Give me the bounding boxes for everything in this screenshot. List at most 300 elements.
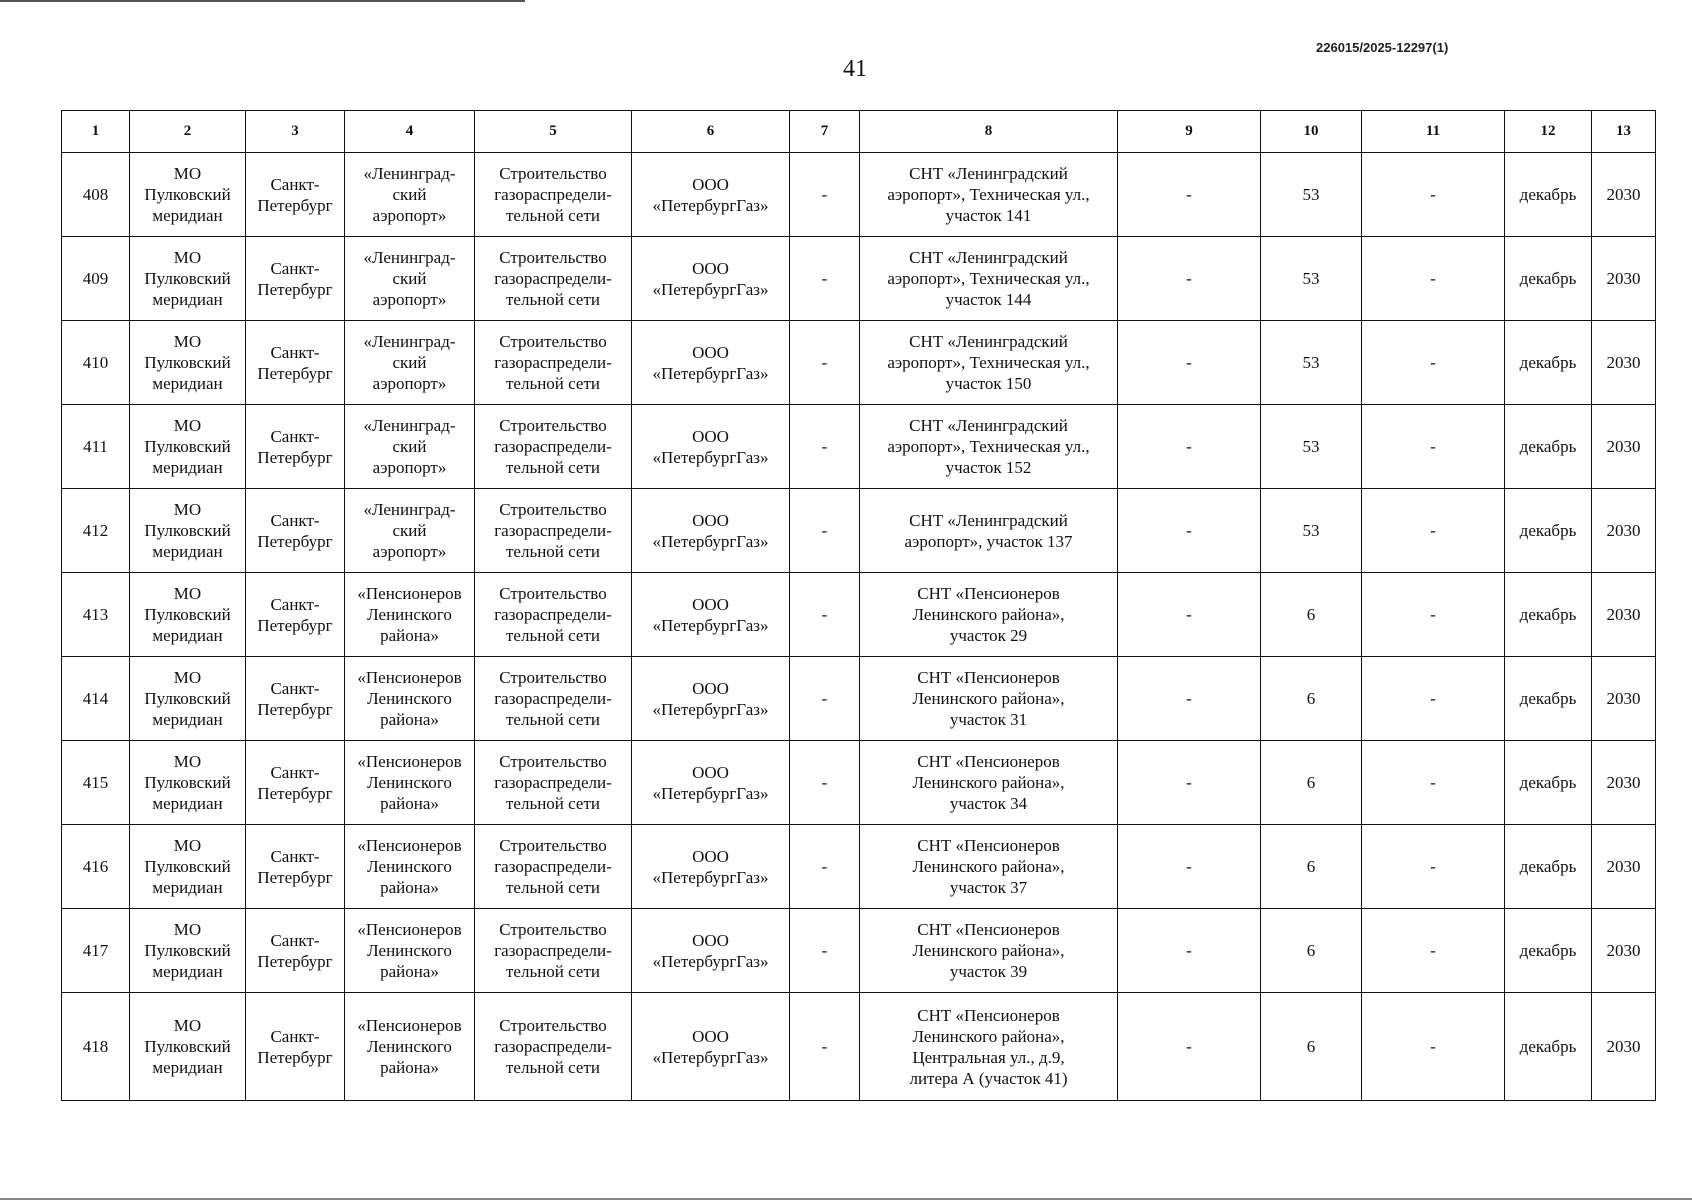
cell-municipality — [130, 741, 246, 825]
cell-year — [1592, 909, 1656, 993]
cell-municipality — [130, 489, 246, 573]
city-text: Санкт- Петербург — [257, 174, 333, 215]
address-text: СНТ «Ленинградский аэропорт», Техническая ул., участок 141 — [887, 164, 1090, 225]
cell-month — [1505, 405, 1592, 489]
column-header: 11 — [1362, 111, 1505, 153]
col11-value-text: - — [1430, 437, 1436, 456]
cell-address — [860, 237, 1118, 321]
col11-value-text: - — [1430, 605, 1436, 624]
year-text: 2030 — [1606, 941, 1641, 960]
cell-row-number — [62, 489, 130, 573]
col7-value-text: - — [821, 1037, 828, 1056]
contractor-text: ООО «ПетербургГаз» — [652, 846, 769, 887]
col10-value-text: 53 — [1302, 521, 1320, 540]
col9-value-text: - — [1186, 857, 1192, 876]
cell-address — [860, 993, 1118, 1101]
cell-col7-value — [790, 405, 860, 489]
work-type-text: Строительство газораспредели- тельной сети — [494, 416, 612, 477]
cell-settlement — [345, 825, 475, 909]
col9-value-text: - — [1186, 185, 1192, 204]
work-type-text: Строительство газораспредели- тельной сети — [494, 752, 612, 813]
cell-month — [1505, 153, 1592, 237]
column-header: 4 — [345, 111, 475, 153]
cell-col10-value — [1261, 153, 1362, 237]
col7-value-text: - — [821, 857, 828, 876]
row-number-text: 410 — [82, 353, 109, 372]
work-type-text: Строительство газораспредели- тельной сети — [494, 920, 612, 981]
cell-col7-value — [790, 657, 860, 741]
city-text: Санкт- Петербург — [257, 930, 333, 971]
col10-value-text: 6 — [1306, 941, 1316, 960]
work-type-text: Строительство газораспредели- тельной сети — [494, 584, 612, 645]
top-scan-rule — [0, 0, 525, 2]
col10-value-text: 6 — [1306, 689, 1316, 708]
cell-col10-value — [1261, 993, 1362, 1101]
cell-col10-value — [1261, 489, 1362, 573]
cell-address — [860, 741, 1118, 825]
cell-col11-value — [1362, 321, 1505, 405]
col9-value-text: - — [1186, 689, 1192, 708]
cell-col11-value — [1362, 657, 1505, 741]
column-header: 6 — [632, 111, 790, 153]
cell-col9-value — [1118, 573, 1261, 657]
cell-city — [246, 741, 345, 825]
month-text: декабрь — [1519, 857, 1577, 876]
col7-value-text: - — [821, 437, 828, 456]
cell-year — [1592, 657, 1656, 741]
cell-work-type — [475, 825, 632, 909]
cell-address — [860, 909, 1118, 993]
col10-value-text: 53 — [1302, 185, 1320, 204]
cell-settlement — [345, 489, 475, 573]
address-text: СНТ «Пенсионеров Ленинского района», Центральная ул., д.9, литера А (участок 41) — [909, 1005, 1068, 1088]
cell-city — [246, 153, 345, 237]
cell-contractor — [632, 825, 790, 909]
cell-work-type — [475, 993, 632, 1101]
cell-settlement — [345, 237, 475, 321]
contractor-text: ООО «ПетербургГаз» — [652, 594, 769, 635]
row-number-text: 417 — [82, 941, 109, 960]
cell-contractor — [632, 993, 790, 1101]
cell-city — [246, 825, 345, 909]
cell-work-type — [475, 237, 632, 321]
year-text: 2030 — [1606, 185, 1641, 204]
year-text: 2030 — [1606, 437, 1641, 456]
col10-value-text: 6 — [1306, 1037, 1316, 1056]
cell-col11-value — [1362, 825, 1505, 909]
col9-value-text: - — [1186, 941, 1192, 960]
municipality-text: МО Пулковский меридиан — [144, 416, 231, 477]
cell-work-type — [475, 489, 632, 573]
settlement-text: «Ленинград- ский аэропорт» — [363, 416, 456, 477]
cell-work-type — [475, 321, 632, 405]
contractor-text: ООО «ПетербургГаз» — [652, 1026, 769, 1067]
cell-row-number — [62, 741, 130, 825]
address-text: СНТ «Пенсионеров Ленинского района», участок 39 — [912, 920, 1065, 981]
cell-address — [860, 657, 1118, 741]
cell-municipality — [130, 993, 246, 1101]
cell-settlement — [345, 657, 475, 741]
city-text: Санкт- Петербург — [257, 594, 333, 635]
year-text: 2030 — [1606, 857, 1641, 876]
cell-col10-value — [1261, 825, 1362, 909]
cell-col7-value — [790, 741, 860, 825]
month-text: декабрь — [1519, 941, 1577, 960]
contractor-text: ООО «ПетербургГаз» — [652, 174, 769, 215]
cell-settlement — [345, 909, 475, 993]
address-text: СНТ «Пенсионеров Ленинского района», участок 37 — [912, 836, 1065, 897]
municipality-text: МО Пулковский меридиан — [144, 500, 231, 561]
col10-value-text: 53 — [1302, 269, 1320, 288]
cell-municipality — [130, 825, 246, 909]
cell-settlement — [345, 993, 475, 1101]
col7-value-text: - — [821, 941, 828, 960]
cell-month — [1505, 825, 1592, 909]
cell-col11-value — [1362, 237, 1505, 321]
row-number-text: 409 — [82, 269, 109, 288]
col11-value-text: - — [1430, 941, 1436, 960]
cell-contractor — [632, 909, 790, 993]
col7-value-text: - — [821, 689, 828, 708]
month-text: декабрь — [1519, 185, 1577, 204]
cell-col9-value — [1118, 237, 1261, 321]
row-number-text: 418 — [82, 1037, 109, 1056]
work-type-text: Строительство газораспредели- тельной сети — [494, 500, 612, 561]
column-header: 3 — [246, 111, 345, 153]
city-text: Санкт- Петербург — [257, 426, 333, 467]
work-type-text: Строительство газораспредели- тельной сети — [494, 248, 612, 309]
settlement-text: «Ленинград- ский аэропорт» — [363, 332, 456, 393]
year-text: 2030 — [1606, 353, 1641, 372]
table-row — [62, 153, 1656, 237]
cell-city — [246, 657, 345, 741]
cell-address — [860, 489, 1118, 573]
cell-month — [1505, 489, 1592, 573]
city-text: Санкт- Петербург — [257, 258, 333, 299]
cell-settlement — [345, 153, 475, 237]
cell-address — [860, 573, 1118, 657]
cell-row-number — [62, 321, 130, 405]
cell-col9-value — [1118, 657, 1261, 741]
cell-col7-value — [790, 321, 860, 405]
settlement-text: «Пенсионеров Ленинского района» — [357, 584, 462, 645]
cell-city — [246, 993, 345, 1101]
cell-row-number — [62, 153, 130, 237]
cell-col10-value — [1261, 741, 1362, 825]
cell-col7-value — [790, 237, 860, 321]
settlement-text: «Ленинград- ский аэропорт» — [363, 164, 456, 225]
cell-year — [1592, 321, 1656, 405]
cell-year — [1592, 993, 1656, 1101]
col9-value-text: - — [1186, 1037, 1192, 1056]
table-row — [62, 993, 1656, 1101]
column-header: 2 — [130, 111, 246, 153]
col9-value-text: - — [1186, 773, 1192, 792]
municipality-text: МО Пулковский меридиан — [144, 584, 231, 645]
year-text: 2030 — [1606, 605, 1641, 624]
cell-col11-value — [1362, 153, 1505, 237]
work-type-text: Строительство газораспредели- тельной сети — [494, 1016, 612, 1077]
cell-row-number — [62, 993, 130, 1101]
cell-col10-value — [1261, 573, 1362, 657]
cell-address — [860, 405, 1118, 489]
cell-col9-value — [1118, 321, 1261, 405]
cell-month — [1505, 993, 1592, 1101]
contractor-text: ООО «ПетербургГаз» — [652, 762, 769, 803]
cell-address — [860, 321, 1118, 405]
settlement-text: «Пенсионеров Ленинского района» — [357, 668, 462, 729]
cell-month — [1505, 909, 1592, 993]
cell-col9-value — [1118, 825, 1261, 909]
cell-row-number — [62, 909, 130, 993]
register-table — [61, 110, 1656, 1101]
city-text: Санкт- Петербург — [257, 510, 333, 551]
table-row — [62, 573, 1656, 657]
month-text: декабрь — [1519, 773, 1577, 792]
column-header: 5 — [475, 111, 632, 153]
municipality-text: МО Пулковский меридиан — [144, 836, 231, 897]
cell-row-number — [62, 573, 130, 657]
work-type-text: Строительство газораспредели- тельной сети — [494, 836, 612, 897]
cell-month — [1505, 321, 1592, 405]
city-text: Санкт- Петербург — [257, 1026, 333, 1067]
settlement-text: «Ленинград- ский аэропорт» — [363, 500, 456, 561]
col10-value-text: 53 — [1302, 353, 1320, 372]
cell-col7-value — [790, 909, 860, 993]
col9-value-text: - — [1186, 437, 1192, 456]
col11-value-text: - — [1430, 857, 1436, 876]
col11-value-text: - — [1430, 1037, 1436, 1056]
document-number: 226015/2025-12297(1) — [1316, 40, 1449, 55]
cell-col11-value — [1362, 405, 1505, 489]
col7-value-text: - — [821, 605, 828, 624]
col9-value-text: - — [1186, 269, 1192, 288]
cell-col10-value — [1261, 657, 1362, 741]
cell-municipality — [130, 573, 246, 657]
contractor-text: ООО «ПетербургГаз» — [652, 510, 769, 551]
cell-city — [246, 573, 345, 657]
cell-municipality — [130, 405, 246, 489]
settlement-text: «Пенсионеров Ленинского района» — [357, 920, 462, 981]
col11-value-text: - — [1430, 353, 1436, 372]
cell-month — [1505, 741, 1592, 825]
cell-work-type — [475, 153, 632, 237]
cell-col7-value — [790, 489, 860, 573]
cell-contractor — [632, 237, 790, 321]
municipality-text: МО Пулковский меридиан — [144, 332, 231, 393]
municipality-text: МО Пулковский меридиан — [144, 920, 231, 981]
cell-month — [1505, 237, 1592, 321]
cell-col11-value — [1362, 909, 1505, 993]
column-header: 8 — [860, 111, 1118, 153]
contractor-text: ООО «ПетербургГаз» — [652, 426, 769, 467]
month-text: декабрь — [1519, 269, 1577, 288]
table-row — [62, 237, 1656, 321]
cell-col10-value — [1261, 405, 1362, 489]
cell-month — [1505, 657, 1592, 741]
table-row — [62, 405, 1656, 489]
cell-month — [1505, 573, 1592, 657]
settlement-text: «Пенсионеров Ленинского района» — [357, 752, 462, 813]
cell-col9-value — [1118, 741, 1261, 825]
contractor-text: ООО «ПетербургГаз» — [652, 678, 769, 719]
cell-work-type — [475, 573, 632, 657]
col9-value-text: - — [1186, 521, 1192, 540]
column-header: 13 — [1592, 111, 1656, 153]
cell-col9-value — [1118, 993, 1261, 1101]
cell-contractor — [632, 741, 790, 825]
cell-col10-value — [1261, 909, 1362, 993]
cell-work-type — [475, 741, 632, 825]
year-text: 2030 — [1606, 269, 1641, 288]
city-text: Санкт- Петербург — [257, 342, 333, 383]
cell-year — [1592, 825, 1656, 909]
year-text: 2030 — [1606, 689, 1641, 708]
work-type-text: Строительство газораспредели- тельной сети — [494, 164, 612, 225]
year-text: 2030 — [1606, 773, 1641, 792]
cell-settlement — [345, 321, 475, 405]
col7-value-text: - — [821, 773, 828, 792]
cell-col10-value — [1261, 321, 1362, 405]
month-text: декабрь — [1519, 353, 1577, 372]
cell-col9-value — [1118, 489, 1261, 573]
cell-year — [1592, 237, 1656, 321]
column-header: 1 — [62, 111, 130, 153]
cell-row-number — [62, 825, 130, 909]
cell-row-number — [62, 657, 130, 741]
column-header: 10 — [1261, 111, 1362, 153]
row-number-text: 412 — [82, 521, 109, 540]
cell-municipality — [130, 657, 246, 741]
address-text: СНТ «Ленинградский аэропорт», Техническая ул., участок 144 — [887, 248, 1090, 309]
month-text: декабрь — [1519, 521, 1577, 540]
address-text: СНТ «Ленинградский аэропорт», Техническая ул., участок 150 — [887, 332, 1090, 393]
cell-col9-value — [1118, 153, 1261, 237]
col11-value-text: - — [1430, 269, 1436, 288]
cell-col7-value — [790, 825, 860, 909]
column-header: 12 — [1505, 111, 1592, 153]
row-number-text: 408 — [82, 185, 109, 204]
cell-city — [246, 237, 345, 321]
cell-city — [246, 909, 345, 993]
cell-work-type — [475, 657, 632, 741]
cell-col11-value — [1362, 489, 1505, 573]
cell-col7-value — [790, 153, 860, 237]
page-number: 41 — [843, 56, 867, 82]
municipality-text: МО Пулковский меридиан — [144, 1016, 231, 1077]
col10-value-text: 53 — [1302, 437, 1320, 456]
cell-col7-value — [790, 993, 860, 1101]
settlement-text: «Пенсионеров Ленинского района» — [357, 836, 462, 897]
year-text: 2030 — [1606, 1037, 1641, 1056]
cell-settlement — [345, 405, 475, 489]
col10-value-text: 6 — [1306, 857, 1316, 876]
month-text: декабрь — [1519, 1037, 1577, 1056]
col7-value-text: - — [821, 521, 828, 540]
col9-value-text: - — [1186, 353, 1192, 372]
cell-year — [1592, 741, 1656, 825]
cell-row-number — [62, 237, 130, 321]
cell-address — [860, 825, 1118, 909]
cell-contractor — [632, 405, 790, 489]
col11-value-text: - — [1430, 521, 1436, 540]
row-number-text: 416 — [82, 857, 109, 876]
cell-address — [860, 153, 1118, 237]
header-row — [62, 111, 1656, 153]
col7-value-text: - — [821, 185, 828, 204]
municipality-text: МО Пулковский меридиан — [144, 164, 231, 225]
col10-value-text: 6 — [1306, 605, 1316, 624]
cell-municipality — [130, 237, 246, 321]
col9-value-text: - — [1186, 605, 1192, 624]
cell-col10-value — [1261, 237, 1362, 321]
contractor-text: ООО «ПетербургГаз» — [652, 342, 769, 383]
cell-year — [1592, 573, 1656, 657]
cell-col9-value — [1118, 909, 1261, 993]
column-header: 7 — [790, 111, 860, 153]
table-row — [62, 909, 1656, 993]
cell-municipality — [130, 321, 246, 405]
cell-col11-value — [1362, 993, 1505, 1101]
col11-value-text: - — [1430, 689, 1436, 708]
municipality-text: МО Пулковский меридиан — [144, 752, 231, 813]
address-text: СНТ «Пенсионеров Ленинского района», участок 34 — [912, 752, 1065, 813]
cell-contractor — [632, 657, 790, 741]
address-text: СНТ «Ленинградский аэропорт», участок 137 — [904, 510, 1073, 551]
table-row — [62, 321, 1656, 405]
year-text: 2030 — [1606, 521, 1641, 540]
cell-year — [1592, 405, 1656, 489]
cell-col11-value — [1362, 741, 1505, 825]
cell-col11-value — [1362, 573, 1505, 657]
address-text: СНТ «Пенсионеров Ленинского района», участок 31 — [912, 668, 1065, 729]
municipality-text: МО Пулковский меридиан — [144, 668, 231, 729]
cell-city — [246, 321, 345, 405]
table-row — [62, 657, 1656, 741]
row-number-text: 414 — [82, 689, 109, 708]
cell-work-type — [475, 909, 632, 993]
col11-value-text: - — [1430, 185, 1436, 204]
cell-row-number — [62, 405, 130, 489]
cell-work-type — [475, 405, 632, 489]
cell-municipality — [130, 909, 246, 993]
settlement-text: «Пенсионеров Ленинского района» — [357, 1016, 462, 1077]
col10-value-text: 6 — [1306, 773, 1316, 792]
address-text: СНТ «Пенсионеров Ленинского района», участок 29 — [912, 584, 1065, 645]
address-text: СНТ «Ленинградский аэропорт», Техническая ул., участок 152 — [887, 416, 1090, 477]
cell-municipality — [130, 153, 246, 237]
city-text: Санкт- Петербург — [257, 846, 333, 887]
cell-settlement — [345, 741, 475, 825]
municipality-text: МО Пулковский меридиан — [144, 248, 231, 309]
cell-city — [246, 489, 345, 573]
work-type-text: Строительство газораспредели- тельной сети — [494, 332, 612, 393]
row-number-text: 415 — [82, 773, 109, 792]
col11-value-text: - — [1430, 773, 1436, 792]
city-text: Санкт- Петербург — [257, 678, 333, 719]
month-text: декабрь — [1519, 689, 1577, 708]
table-body — [62, 153, 1656, 1101]
cell-city — [246, 405, 345, 489]
month-text: декабрь — [1519, 437, 1577, 456]
row-number-text: 411 — [83, 437, 108, 456]
work-type-text: Строительство газораспредели- тельной сети — [494, 668, 612, 729]
cell-contractor — [632, 573, 790, 657]
col7-value-text: - — [821, 269, 828, 288]
contractor-text: ООО «ПетербургГаз» — [652, 258, 769, 299]
cell-contractor — [632, 321, 790, 405]
contractor-text: ООО «ПетербургГаз» — [652, 930, 769, 971]
